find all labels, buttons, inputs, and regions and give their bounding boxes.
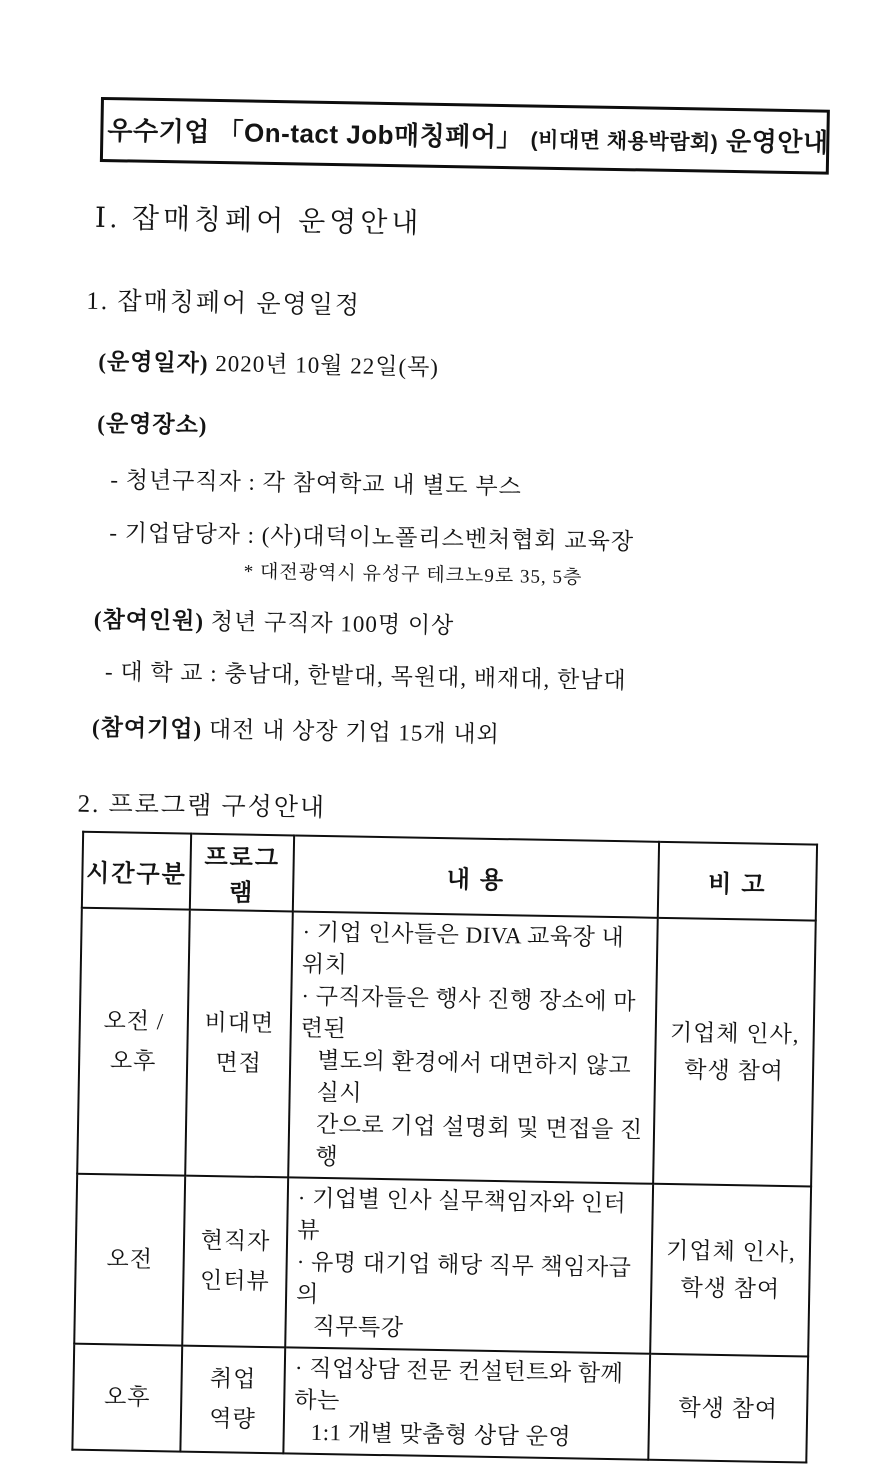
document-title-box bbox=[100, 97, 830, 175]
cell-program: 현직자 인터뷰 bbox=[182, 1176, 288, 1348]
content-line: · 기업 인사들은 DIVA 교육장 내 위치 bbox=[301, 919, 625, 978]
content-line: 간으로 기업 설명회 및 면접을 진행 bbox=[315, 1111, 643, 1170]
content-line: 별도의 환경에서 대면하지 않고 실시 bbox=[316, 1047, 632, 1106]
column-header-time: 시간구분 bbox=[82, 832, 191, 910]
companies-line bbox=[92, 713, 832, 756]
cell-time: 오후 bbox=[72, 1344, 182, 1452]
column-header-program: 프로그램 bbox=[190, 834, 294, 912]
table-row-incumbent-interview bbox=[74, 1174, 811, 1357]
cell-content bbox=[283, 1347, 650, 1459]
participants-line bbox=[94, 605, 834, 648]
cell-content bbox=[285, 1177, 653, 1353]
date-line bbox=[98, 347, 838, 390]
scanned-document-page bbox=[79, 97, 843, 1464]
venue-address-note: * 대전광역시 유성구 테크노9로 35, 5층 bbox=[243, 561, 583, 589]
content-line: · 구직자들은 행사 진행 장소에 마련된 bbox=[300, 983, 637, 1042]
document-title-main: 우수기업 「On-tact Job매칭페어」 bbox=[107, 115, 524, 153]
cell-content bbox=[288, 911, 658, 1183]
participants-value: 청년 구직자 100명 이상 bbox=[210, 608, 455, 639]
section-heading-main: Ⅰ. 잡매칭페어 운영안내 bbox=[94, 202, 423, 240]
venue-item-youth: - 청년구직자 : 각 참여학교 내 별도 부스 bbox=[110, 467, 523, 500]
cell-time: 오전 / 오후 bbox=[77, 908, 190, 1176]
program-table bbox=[71, 831, 818, 1464]
companies-label: (참여기업) bbox=[91, 714, 203, 742]
content-line: 직무특강 bbox=[312, 1313, 404, 1341]
participants-label: (참여인원) bbox=[93, 606, 205, 634]
venue-label: (운영장소) bbox=[97, 410, 208, 438]
cell-remark: 기업체 인사, 학생 참여 bbox=[653, 918, 816, 1187]
table-row-career-counseling bbox=[72, 1344, 808, 1463]
content-line: · 유명 대기업 해당 직무 책임자급의 bbox=[295, 1249, 632, 1307]
document-title-suffix: 운영안내 bbox=[725, 125, 829, 158]
companies-value: 대전 내 상장 기업 15개 내외 bbox=[208, 716, 501, 748]
content-line: · 직업상담 전문 컨설턴트와 함께하는 bbox=[294, 1355, 624, 1414]
table-row-untact-interview bbox=[77, 908, 816, 1187]
document-title-subtitle: (비대면 채용박람회) bbox=[530, 128, 719, 155]
universities-line: - 대 학 교 : 충남대, 한밭대, 목원대, 배재대, 한남대 bbox=[104, 659, 627, 694]
cell-time: 오전 bbox=[74, 1174, 185, 1346]
column-header-content: 내 용 bbox=[293, 835, 659, 917]
cell-program: 비대면 면접 bbox=[185, 910, 293, 1178]
date-label: (운영일자) bbox=[98, 348, 209, 376]
subsection-heading-schedule: 1. 잡매칭페어 운영일정 bbox=[86, 287, 362, 320]
content-line: 1:1 개별 맞춤형 상담 운영 bbox=[310, 1419, 572, 1450]
subsection-heading-program: 2. 프로그램 구성안내 bbox=[77, 790, 327, 822]
cell-remark: 기업체 인사, 학생 참여 bbox=[650, 1184, 811, 1357]
venue-item-company: - 기업담당자 : (사)대덕이노폴리스벤처협회 교육장 bbox=[109, 520, 635, 555]
content-line: · 기업별 인사 실무책임자와 인터뷰 bbox=[297, 1185, 627, 1243]
cell-program: 취업 역량 bbox=[180, 1346, 285, 1454]
venue-line bbox=[97, 409, 837, 452]
cell-remark: 학생 참여 bbox=[648, 1354, 808, 1463]
date-value: 2020년 10월 22일(목) bbox=[215, 351, 440, 380]
column-header-remark: 비 고 bbox=[658, 842, 817, 921]
table-header-row bbox=[82, 832, 817, 921]
